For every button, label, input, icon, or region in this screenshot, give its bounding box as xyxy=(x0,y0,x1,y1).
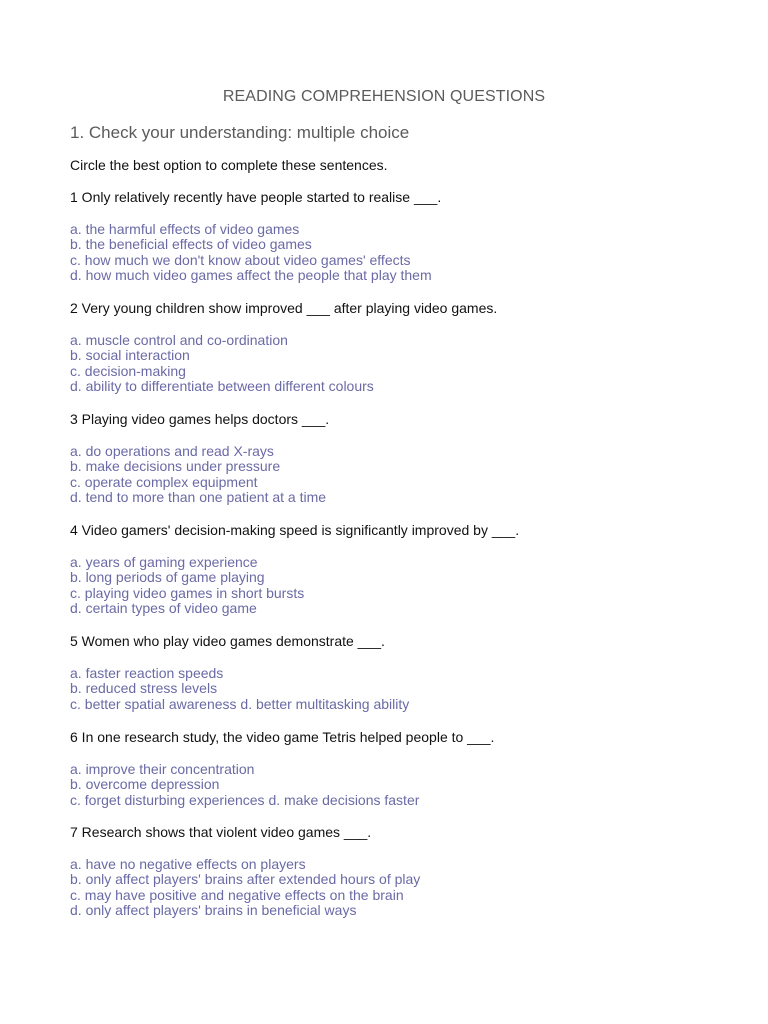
option-d: d. tend to more than one patient at a time xyxy=(70,489,327,506)
option-c: c. how much we don't know about video games' effects xyxy=(70,251,411,268)
option-d: d. certain types of video game xyxy=(70,600,257,617)
option-c: c. playing video games in short bursts xyxy=(70,584,305,601)
question-text: 3 Playing video games helps doctors ___. xyxy=(70,411,330,427)
document-title: READING COMPREHENSION QUESTIONS xyxy=(222,88,546,105)
option-a: a. the harmful effects of video games xyxy=(70,221,300,237)
question-text: 7 Research shows that violent video games ___. xyxy=(70,824,372,840)
question-text: 6 In one research study, the video game Tetris helped people to ___. xyxy=(70,729,495,745)
option-list xyxy=(70,762,494,808)
option-d: d. how much video games affect the people that play them xyxy=(70,267,432,284)
option-c-d: c. forget disturbing experiences d. make decisions faster xyxy=(70,791,420,808)
option-a: a. muscle control and co-ordination xyxy=(70,332,288,348)
question-2 xyxy=(70,300,497,395)
option-a: a. years of gaming experience xyxy=(70,554,258,570)
option-list xyxy=(70,333,497,395)
option-list xyxy=(70,857,420,919)
option-c: c. may have positive and negative effects on the brain xyxy=(70,886,404,903)
question-4 xyxy=(70,522,519,617)
option-list xyxy=(70,666,409,712)
option-a: a. have no negative effects on players xyxy=(70,856,306,872)
option-c: c. decision-making xyxy=(70,362,186,379)
section-heading: 1. Check your understanding: multiple choice xyxy=(70,123,410,142)
option-list xyxy=(70,444,329,506)
option-d: d. only affect players' brains in beneficial ways xyxy=(70,902,357,919)
option-b: b. overcome depression xyxy=(70,776,220,793)
question-6 xyxy=(70,729,494,808)
option-b: b. social interaction xyxy=(70,347,190,364)
question-7 xyxy=(70,824,420,919)
question-3 xyxy=(70,411,329,506)
option-a: a. faster reaction speeds xyxy=(70,665,224,681)
question-text: 5 Women who play video games demonstrate ___. xyxy=(70,633,385,649)
question-text: 4 Video gamers' decision-making speed is significantly improved by ___. xyxy=(70,522,520,538)
option-b: b. reduced stress levels xyxy=(70,680,218,697)
option-b: b. the beneficial effects of video games xyxy=(70,236,312,253)
question-1 xyxy=(70,189,441,284)
option-b: b. only affect players' brains after extended hours of play xyxy=(70,871,421,888)
option-d: d. ability to differentiate between different colours xyxy=(70,378,374,395)
option-b: b. long periods of game playing xyxy=(70,569,265,586)
option-a: a. do operations and read X-rays xyxy=(70,443,274,459)
question-text: 1 Only relatively recently have people started to realise ___. xyxy=(70,189,442,205)
option-b: b. make decisions under pressure xyxy=(70,458,281,475)
question-text: 2 Very young children show improved ___ after playing video games. xyxy=(70,300,498,316)
instruction-text: Circle the best option to complete these sentences. xyxy=(70,157,388,173)
option-c: c. operate complex equipment xyxy=(70,473,258,490)
option-a: a. improve their concentration xyxy=(70,761,255,777)
option-list xyxy=(70,222,441,284)
question-5 xyxy=(70,633,409,712)
option-c-d: c. better spatial awareness d. better multitasking ability xyxy=(70,695,410,712)
option-list xyxy=(70,555,519,617)
